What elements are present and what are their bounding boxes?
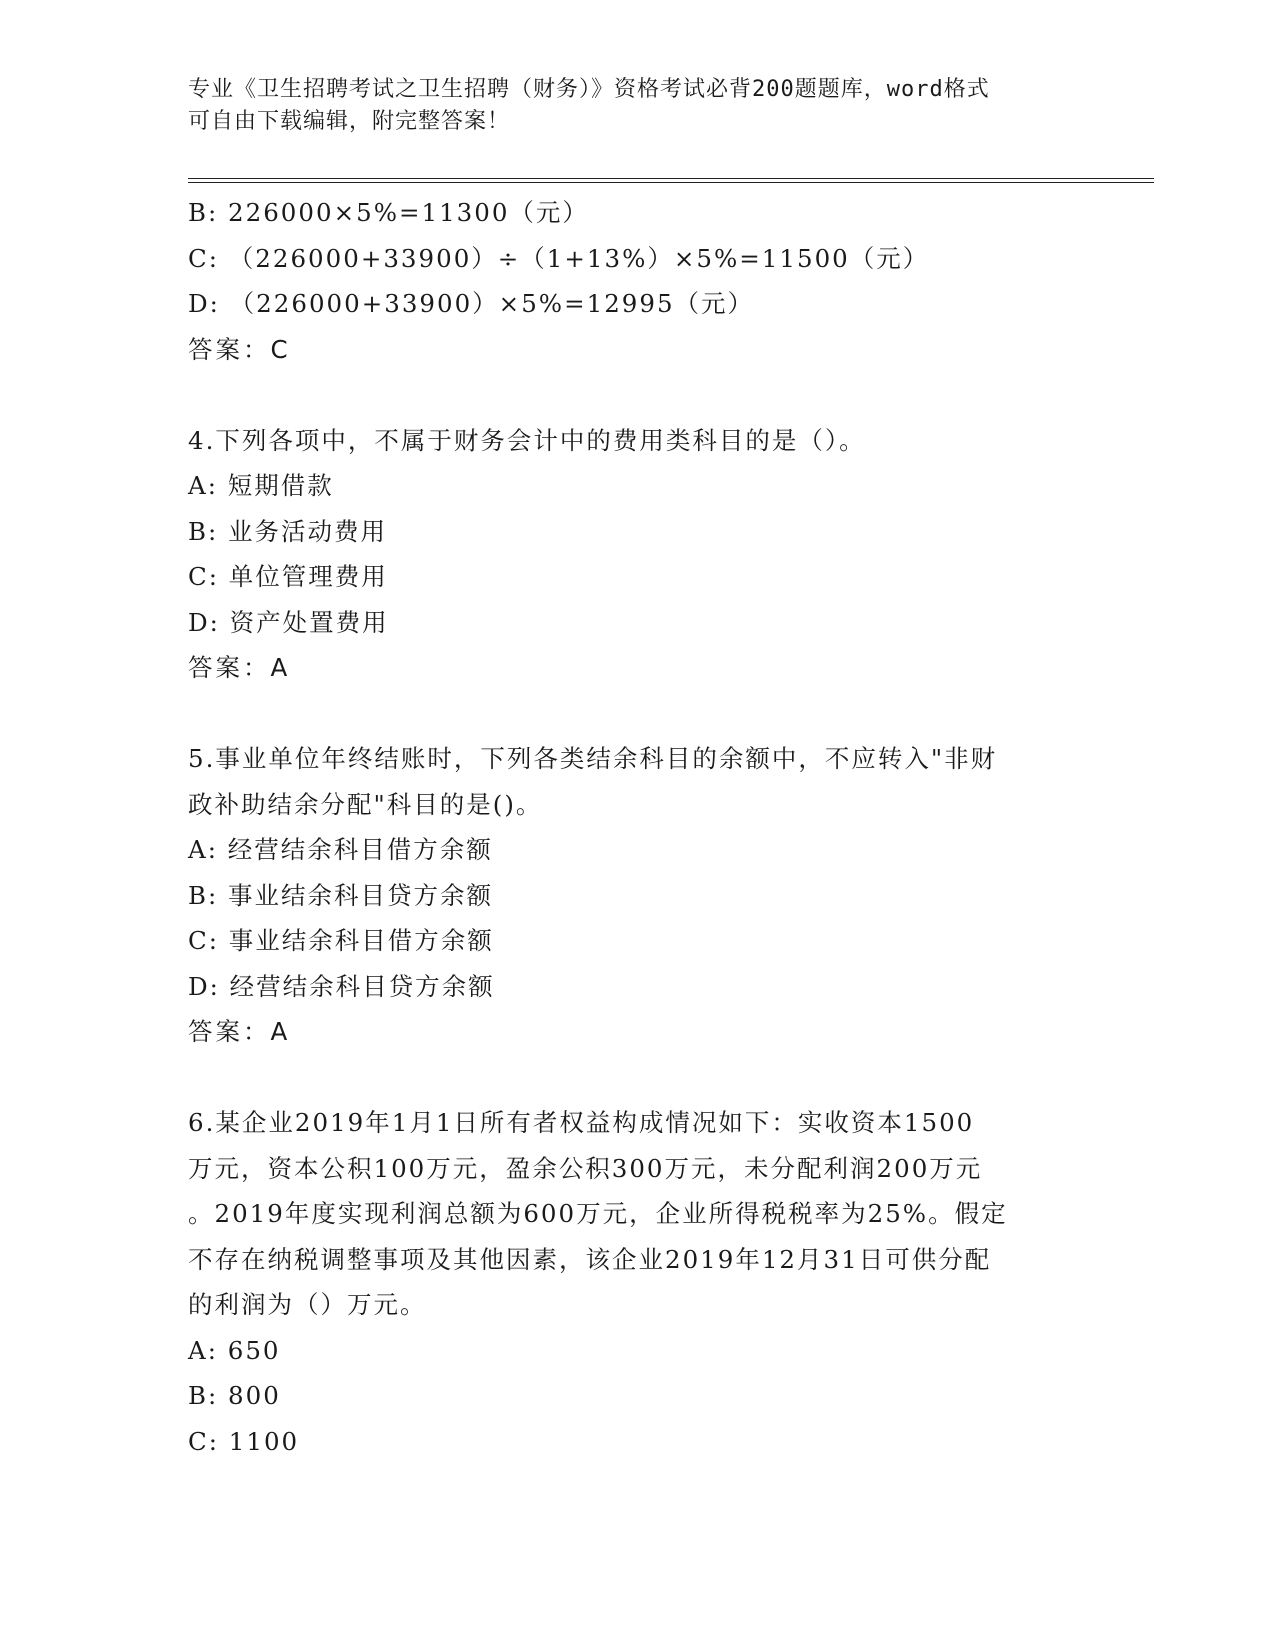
header-divider-bottom: [188, 182, 1154, 183]
option-b: B: 226000×5%=11300（元）: [188, 198, 589, 227]
question-stem-line-3: 。2019年度实现利润总额为600万元，企业所得税税率为25%。假定: [188, 1199, 1008, 1228]
question-4: [188, 418, 1088, 691]
spacer: [188, 372, 1088, 418]
question-6: [188, 1100, 1088, 1464]
answer: 答案：A: [188, 653, 291, 682]
answer: 答案：C: [188, 334, 291, 364]
option-b: B: 800: [188, 1381, 281, 1410]
option-d: D: （226000+33900）×5%=12995（元）: [188, 289, 755, 318]
option-c: C: 单位管理费用: [188, 562, 388, 591]
question-stem-line-2: 政补助结余分配"科目的是()。: [188, 789, 543, 819]
document-header: [188, 74, 1068, 138]
header-line-2: 可自由下载编辑，附完整答案！: [188, 109, 511, 134]
option-a: A: 经营结余科目借方余额: [188, 835, 493, 864]
header-line-1: 专业《卫生招聘考试之卫生招聘（财务）》资格考试必背200题题库，word格式: [188, 77, 990, 102]
option-c: C: （226000+33900）÷（1+13%）×5%=11500（元）: [188, 243, 930, 273]
question-5: [188, 736, 1088, 1055]
option-d: D: 经营结余科目贷方余额: [188, 971, 495, 1001]
question-3-tail: [188, 190, 1088, 372]
question-stem-line-2: 万元，资本公积100万元，盈余公积300万元，未分配利润200万元: [188, 1153, 983, 1183]
header-divider-top: [188, 178, 1154, 179]
question-stem-line-5: 的利润为（）万元。: [188, 1290, 427, 1319]
spacer: [188, 691, 1088, 737]
option-b: B: 业务活动费用: [188, 516, 388, 546]
option-c: C: 1100: [188, 1426, 300, 1456]
option-a: A: 650: [188, 1335, 281, 1365]
option-c: C: 事业结余科目借方余额: [188, 926, 494, 955]
question-stem: 4.下列各项中，不属于财务会计中的费用类科目的是（）。: [188, 425, 866, 455]
option-a: A: 短期借款: [188, 471, 334, 500]
option-d: D: 资产处置费用: [188, 607, 389, 637]
option-b: B: 事业结余科目贷方余额: [188, 880, 494, 910]
question-stem-line-4: 不存在纳税调整事项及其他因素，该企业2019年12月31日可供分配: [188, 1244, 992, 1274]
spacer: [188, 1055, 1088, 1101]
question-stem-line-1: 6.某企业2019年1月1日所有者权益构成情况如下：实收资本1500: [188, 1108, 975, 1137]
question-stem-line-1: 5.事业单位年终结账时，下列各类结余科目的余额中，不应转入"非财: [188, 744, 998, 773]
answer: 答案：A: [188, 1017, 291, 1046]
question-content: [188, 190, 1088, 1464]
